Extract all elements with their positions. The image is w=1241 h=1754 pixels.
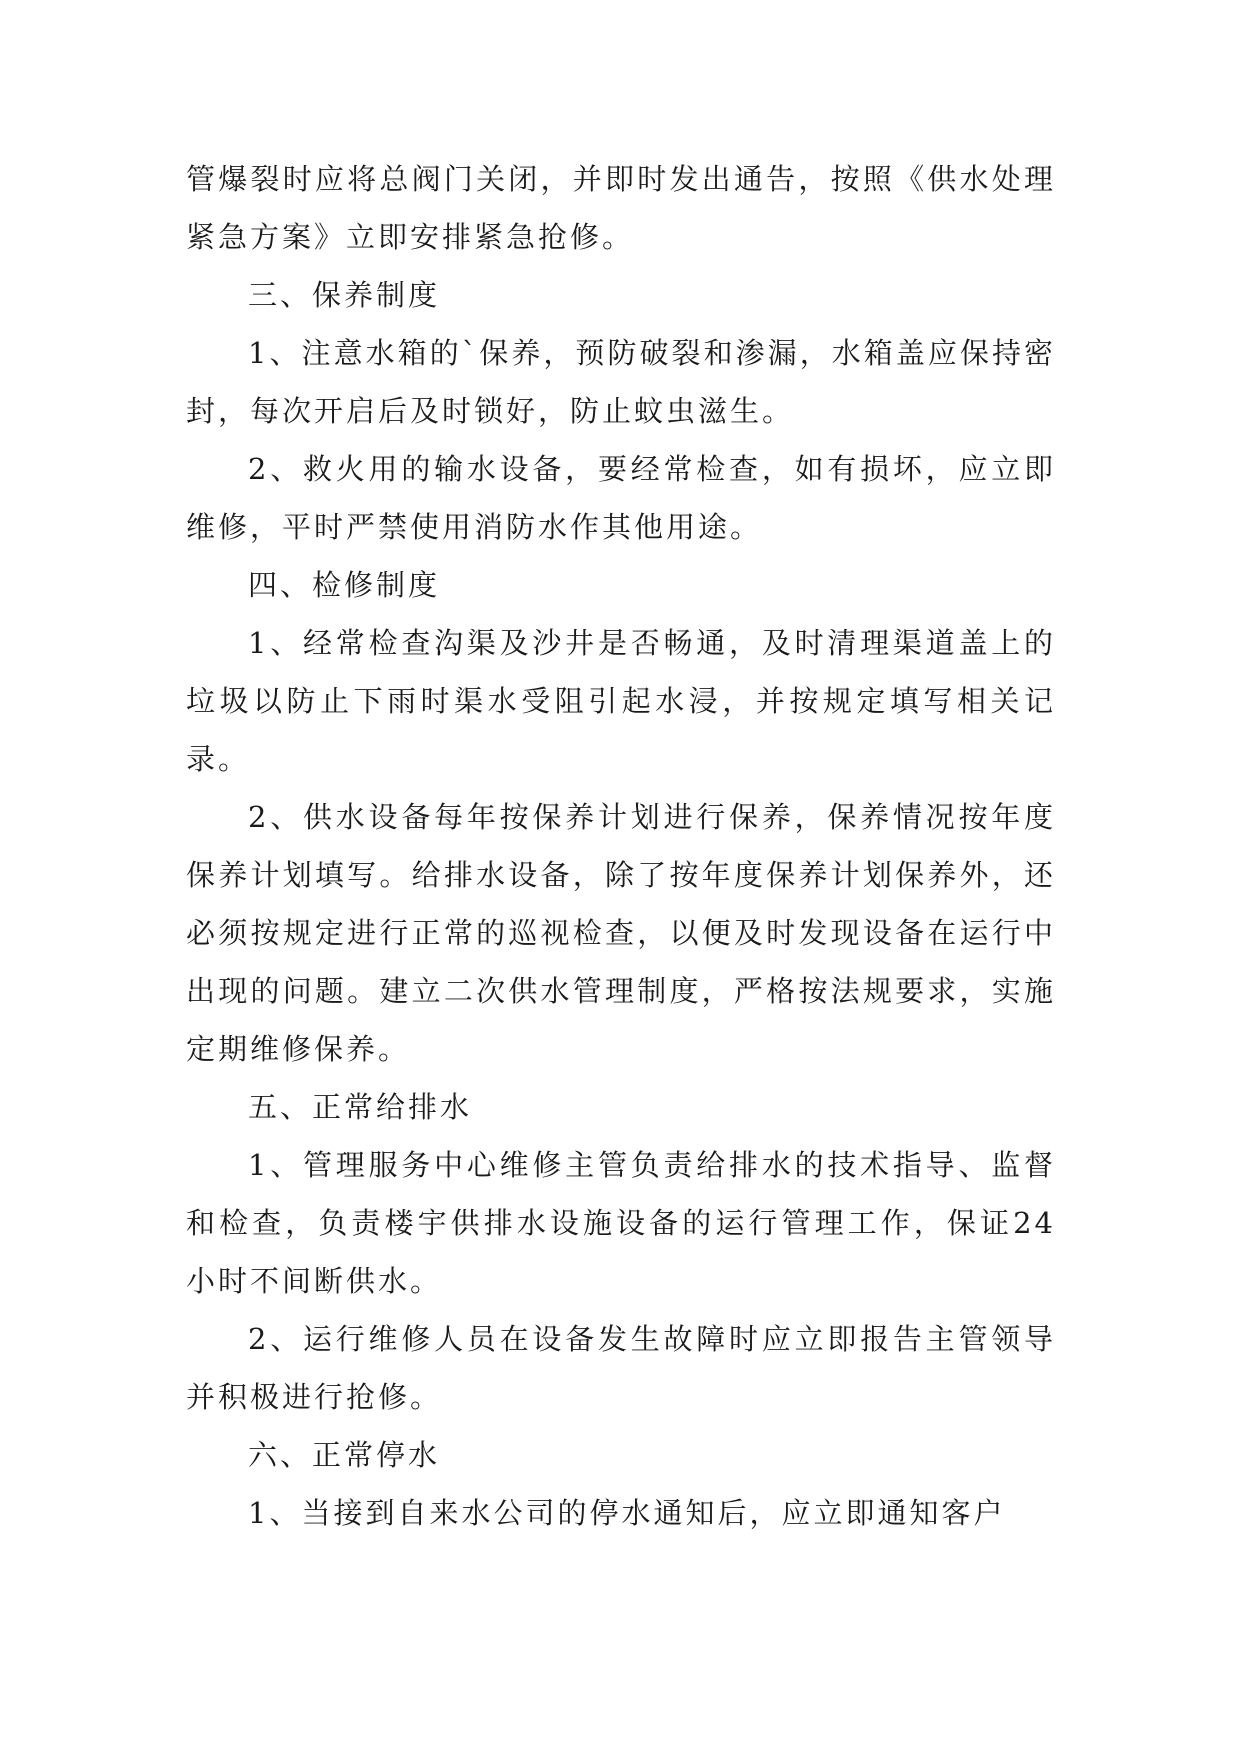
paragraph: 1、经常检查沟渠及沙井是否畅通，及时清理渠道盖上的垃圾以防止下雨时渠水受阻引起水浸，并按规定填写相关记录。 bbox=[186, 626, 1056, 776]
section-heading-water-supply: 五、正常给排水 bbox=[248, 1090, 473, 1124]
paragraph: 1、当接到自来水公司的停水通知后，应立即通知客户 bbox=[248, 1496, 1006, 1530]
section-heading-water-outage: 六、正常停水 bbox=[248, 1438, 441, 1472]
section-heading-maintenance: 三、保养制度 bbox=[248, 278, 441, 312]
section-heading-inspection: 四、检修制度 bbox=[248, 568, 441, 602]
paragraph: 2、供水设备每年按保养计划进行保养，保养情况按年度保养计划填写。给排水设备，除了按年度保养计划保养外，还必须按规定进行正常的巡视检查，以便及时发现设备在运行中出现的问题。建立二次供水管理制度，严格按法规要求，实施定期维修保养。 bbox=[186, 800, 1056, 1066]
paragraph-continuation: 管爆裂时应将总阀门关闭，并即时发出通告，按照《供水处理紧急方案》立即安排紧急抢修。 bbox=[186, 162, 1056, 254]
paragraph: 1、管理服务中心维修主管负责给排水的技术指导、监督和检查，负责楼宇供排水设施设备的运行管理工作，保证24小时不间断供水。 bbox=[186, 1148, 1056, 1298]
document-body bbox=[186, 150, 1056, 1542]
paragraph: 1、注意水箱的`保养，预防破裂和渗漏，水箱盖应保持密封，每次开启后及时锁好，防止蚊虫滋生。 bbox=[186, 336, 1056, 428]
paragraph: 2、救火用的输水设备，要经常检查，如有损坏，应立即维修，平时严禁使用消防水作其他用途。 bbox=[186, 452, 1056, 544]
paragraph: 2、运行维修人员在设备发生故障时应立即报告主管领导并积极进行抢修。 bbox=[186, 1322, 1056, 1414]
